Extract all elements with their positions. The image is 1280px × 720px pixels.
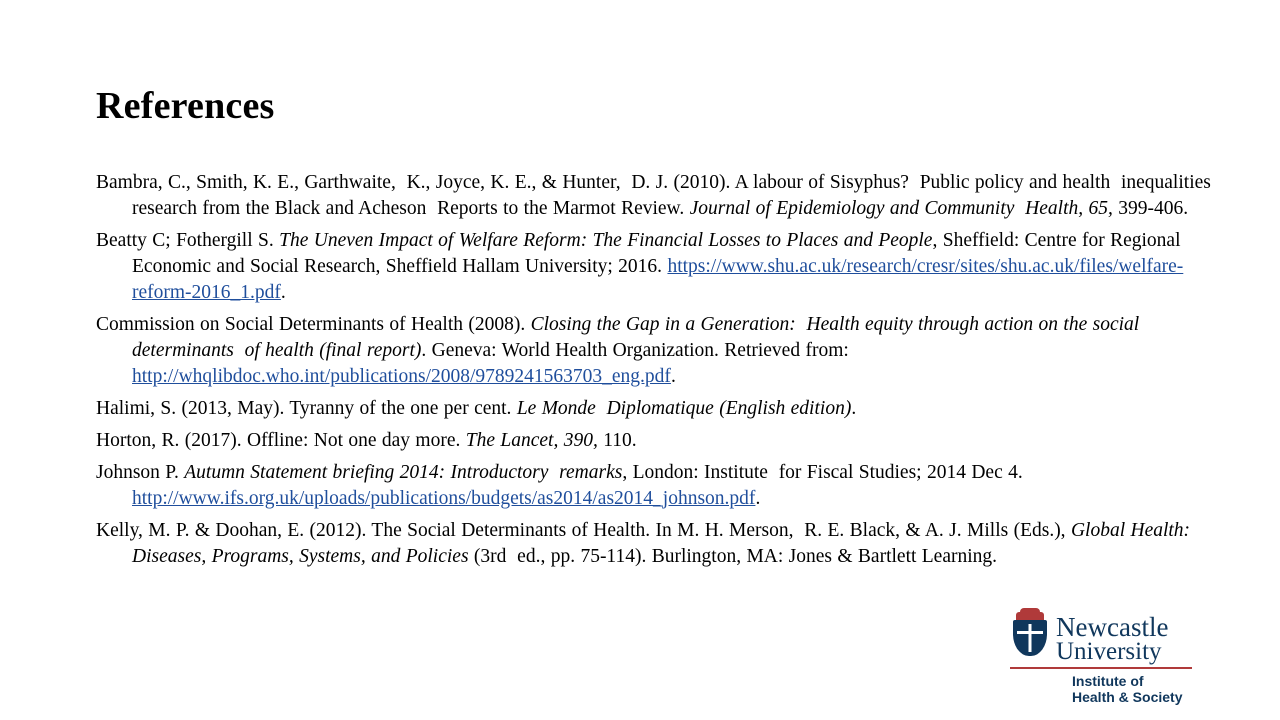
reference-item: Beatty C; Fothergill S. The Uneven Impact of Welfare Reform: The Financial Losses to Places and People, Sheffield: Centre for Regional Economic and Social Research, Sheffield Hallam University; 2016. https://www.shu.ac.uk/research/cresr/sites/shu.ac.uk/files/welfare-reform-2016_1.pdf.	[96, 230, 1184, 303]
reference-item: Halimi, S. (2013, May). Tyranny of the one per cent. Le Monde Diplomatique (English edition).	[96, 398, 857, 419]
logo-name-line2: University	[1056, 638, 1162, 665]
reference-item: Commission on Social Determinants of Health (2008). Closing the Gap in a Generation: Health equity through action on the social determinants of health (final report). Geneva: World Health Organization. Retrieved from: http://whqlibdoc.who.int/publications/2008/9789241563703_eng.pdf.	[96, 314, 1140, 387]
logo-name-line1: Newcastle	[1056, 612, 1169, 642]
reference-item: Horton, R. (2017). Offline: Not one day more. The Lancet, 390, 110.	[96, 430, 637, 451]
logo-divider	[1010, 667, 1192, 669]
logo-subtitle-line2: Health & Society	[1072, 689, 1183, 705]
reference-item: Bambra, C., Smith, K. E., Garthwaite, K., Joyce, K. E., & Hunter, D. J. (2010). A labour of Sisyphus? Public policy and health inequalities research from the Black and Acheson Reports to the Marmot Review. Journal of Epidemiology and Community Health, 65, 399-406.	[96, 172, 1217, 219]
reference-list	[96, 170, 1221, 576]
shield-crest-icon	[1010, 612, 1050, 658]
reference-item: Johnson P. Autumn Statement briefing 2014: Introductory remarks, London: Institute for Fiscal Studies; 2014 Dec 4. http://www.ifs.org.uk/uploads/publications/budgets/as2014/as2014_johnson.pdf.	[96, 462, 1023, 509]
newcastle-university-logo	[1010, 612, 1210, 704]
reference-item: Kelly, M. P. & Doohan, E. (2012). The Social Determinants of Health. In M. H. Merson, R. E. Black, & A. J. Mills (Eds.), Global Health: Diseases, Programs, Systems, and Policies (3rd ed., pp. 75-114). Burlington, MA: Jones & Bartlett Learning.	[96, 520, 1191, 567]
logo-subtitle-line1: Institute of	[1072, 673, 1144, 689]
logo-wordmark	[1056, 612, 1168, 664]
page-title: References	[96, 85, 275, 127]
logo-subtitle	[1072, 673, 1210, 705]
